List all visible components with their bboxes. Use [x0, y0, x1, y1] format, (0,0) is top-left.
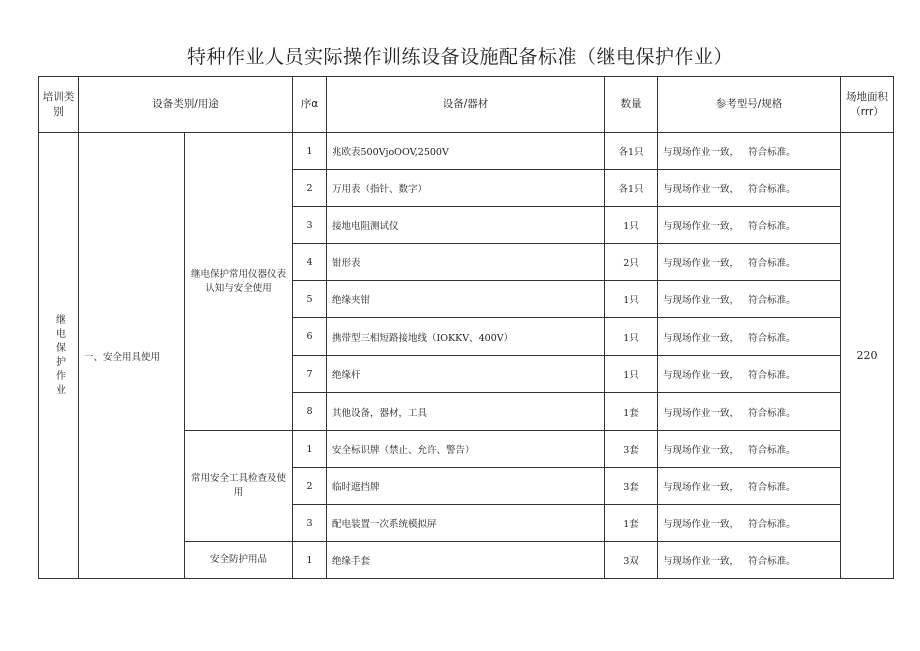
spec-cell: 与现场作业一致， 符合标准。 — [658, 244, 841, 281]
equipment-cell: 其他设备，器材，工具 — [327, 393, 605, 431]
group-name-2: 常用安全工具检查及使用 — [185, 431, 293, 542]
seq-cell: 1 — [293, 133, 327, 170]
document-title: 特种作业人员实际操作训练设备设施配备标准（继电保护作业） — [186, 46, 733, 68]
equipment-standard-table — [38, 76, 894, 579]
equipment-cell: 安全标识牌（禁止、允许、警告） — [327, 431, 605, 468]
equipment-cell: 临时遮挡牌 — [327, 468, 605, 505]
equipment-cell: 接地电阻测试仪 — [327, 207, 605, 244]
area-value-cell: 220 — [841, 133, 894, 579]
spec-cell: 与现场作业一致， 符合标准。 — [658, 133, 841, 170]
spec-cell: 与现场作业一致， 符合标准。 — [658, 207, 841, 244]
spec-cell: 与现场作业一致， 符合标准。 — [658, 281, 841, 318]
quantity-cell: 1只 — [605, 356, 658, 393]
spec-cell: 与现场作业一致， 符合标准。 — [658, 170, 841, 207]
equipment-cell: 兆欧表500VjoOOV,2500V — [327, 133, 605, 170]
seq-cell: 3 — [293, 207, 327, 244]
spec-cell: 与现场作业一致， 符合标准。 — [658, 505, 841, 542]
quantity-cell: 3套 — [605, 431, 658, 468]
spec-cell: 与现场作业一致， 符合标准。 — [658, 318, 841, 356]
seq-cell: 7 — [293, 356, 327, 393]
spec-cell: 与现场作业一致， 符合标准。 — [658, 356, 841, 393]
header-row — [39, 77, 894, 133]
quantity-cell: 1只 — [605, 281, 658, 318]
seq-cell: 4 — [293, 244, 327, 281]
quantity-cell: 2只 — [605, 244, 658, 281]
table-row — [39, 133, 894, 170]
spec-cell: 与现场作业一致， 符合标准。 — [658, 393, 841, 431]
seq-cell: 5 — [293, 281, 327, 318]
spec-cell: 与现场作业一致， 符合标准。 — [658, 431, 841, 468]
header-area: 场地面积（rrr） — [841, 77, 894, 133]
quantity-cell: 1只 — [605, 318, 658, 356]
quantity-cell: 1套 — [605, 393, 658, 431]
spec-cell: 与现场作业一致， 符合标准。 — [658, 468, 841, 505]
equipment-cell: 绝缘手套 — [327, 542, 605, 579]
header-equip-type: 设备类别/用途 — [79, 77, 293, 133]
quantity-cell: 各1只 — [605, 133, 658, 170]
seq-cell: 3 — [293, 505, 327, 542]
equipment-cell: 携带型三相短路接地线（IOKKV、400V） — [327, 318, 605, 356]
equipment-cell: 绝缘夹钳 — [327, 281, 605, 318]
category-cell: 继电保护作业 — [39, 133, 79, 579]
header-category: 培训类别 — [39, 77, 79, 133]
header-quantity: 数量 — [605, 77, 658, 133]
quantity-cell: 3套 — [605, 468, 658, 505]
seq-cell: 6 — [293, 318, 327, 356]
section-cell: 一、安全用具使用 — [79, 133, 185, 579]
seq-cell: 2 — [293, 170, 327, 207]
seq-cell: 1 — [293, 542, 327, 579]
header-seq: 序α — [293, 77, 327, 133]
quantity-cell: 3双 — [605, 542, 658, 579]
quantity-cell: 1只 — [605, 207, 658, 244]
header-spec: 参考型号/规格 — [658, 77, 841, 133]
equipment-cell: 配电装置一次系统模拟屏 — [327, 505, 605, 542]
seq-cell: 1 — [293, 431, 327, 468]
seq-cell: 2 — [293, 468, 327, 505]
group-name-1: 继电保护常用仪器仪表认知与安全使用 — [185, 133, 293, 431]
equipment-cell: 万用表（指针、数字） — [327, 170, 605, 207]
group-name-3: 安全防护用品 — [185, 542, 293, 579]
seq-cell: 8 — [293, 393, 327, 431]
equipment-cell: 绝缘杆 — [327, 356, 605, 393]
header-equipment: 设备/器材 — [327, 77, 605, 133]
spec-cell: 与现场作业一致， 符合标准。 — [658, 542, 841, 579]
quantity-cell: 各1只 — [605, 170, 658, 207]
equipment-cell: 钳形表 — [327, 244, 605, 281]
quantity-cell: 1套 — [605, 505, 658, 542]
